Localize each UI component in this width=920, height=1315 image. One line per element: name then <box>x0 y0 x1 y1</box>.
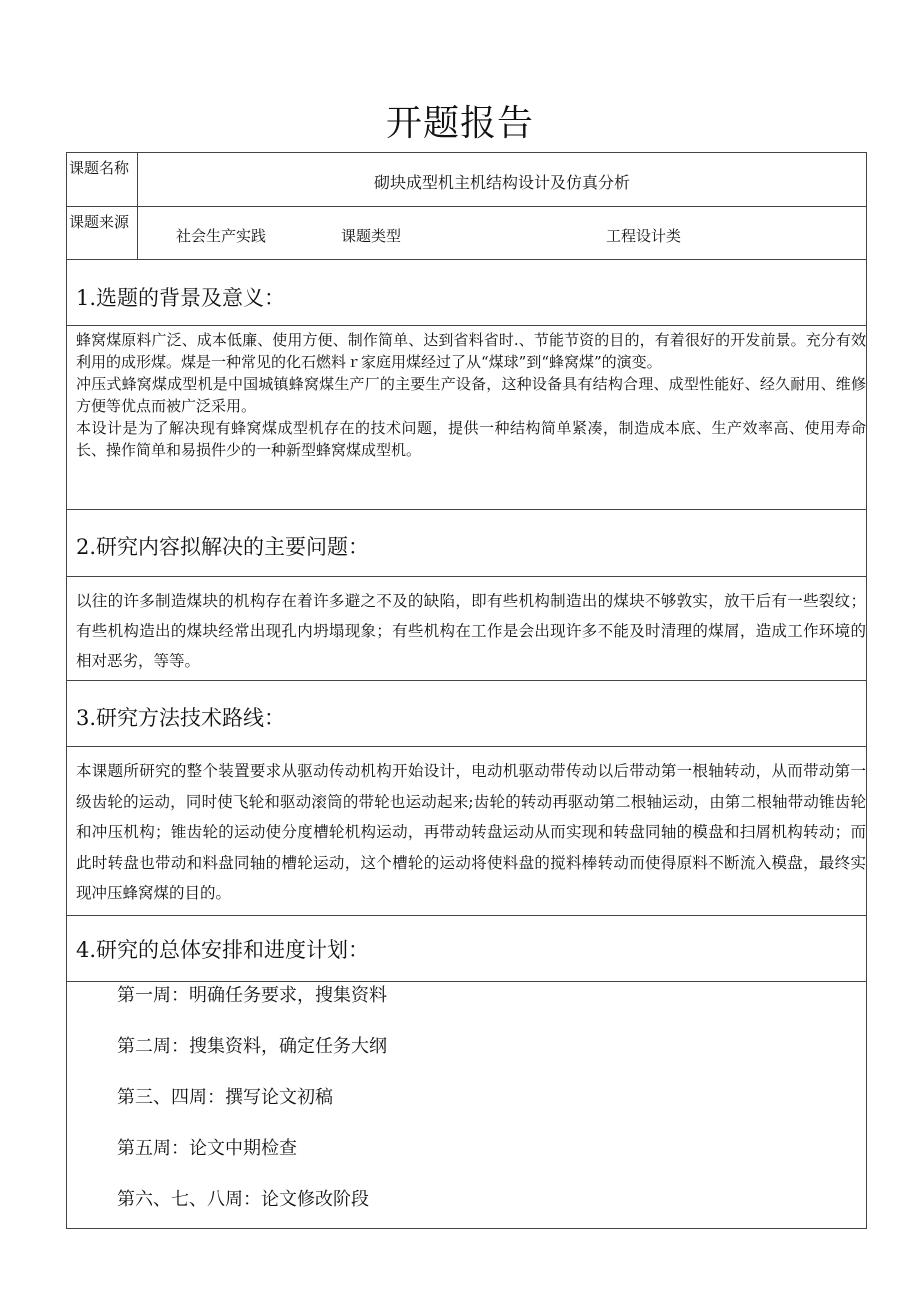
source-label: 课题来源 <box>69 213 130 231</box>
schedule-list <box>117 970 387 1225</box>
topic-label: 课题名称 <box>69 159 130 177</box>
paragraph: 本课题所研究的整个装置要求从驱动传动机构开始设计，电动机驱动带传动以后带动第一根轴转动，从而带动第一级齿轮的运动，同时使飞轮和驱动滚筒的带轮也运动起来;齿轮的转动再驱动第二根轴运动，由第二根轴带动锥齿轮和冲压机构；锥齿轮的运动使分度槽轮机构运动，再带动转盘运动从而实现和转盘同轴的模盘和扫屑机构转动；而此时转盘也带动和料盘同轴的槽轮运动，这个槽轮的运动将使料盘的搅料棒转动而使得原料不断流入模盘，最终实现冲压蜂窝煤的目的。 <box>76 762 866 902</box>
row-divider <box>66 576 867 577</box>
row-divider <box>66 746 867 747</box>
row-divider <box>66 509 867 510</box>
topic-type-value: 工程设计类 <box>606 227 682 245</box>
list-item: 第二周：搜集资料，确定任务大纲 <box>117 1036 387 1057</box>
paragraph: 蜂窝煤原料广泛、成本低廉、使用方便、制作简单、达到省料省时.、节能节资的目的，有着很好的开发前景。充分有效利用的成形煤。煤是一种常见的化石燃料ｒ家庭用煤经过了从“煤球”到“蜂窝煤”的演变。 <box>76 331 866 371</box>
section-heading: 3.研究方法技术路线： <box>76 706 286 730</box>
page-title: 开题报告 <box>385 103 534 144</box>
label-column-divider <box>137 152 138 259</box>
topic-value: 砌块成型机主机结构设计及仿真分析 <box>373 173 630 192</box>
source-value: 社会生产实践 <box>176 227 267 245</box>
list-item: 第五周：论文中期检查 <box>117 1138 297 1159</box>
list-item: 第一周：明确任务要求，搜集资料 <box>117 985 387 1006</box>
row-divider <box>66 325 867 326</box>
section-heading: 1.选题的背景及意义： <box>76 286 286 310</box>
row-divider <box>66 680 867 681</box>
section-body <box>76 756 866 909</box>
section-heading: 4.研究的总体安排和进度计划： <box>76 938 370 962</box>
paragraph: 冲压式蜂窝煤成型机是中国城镇蜂窝煤生产厂的主要生产设备，这种设备具有结构合理、成型性能好、经久耐用、维修方便等优点而被广泛采用。 <box>76 375 866 415</box>
report-table <box>66 152 867 1229</box>
row-divider <box>66 206 867 207</box>
list-item: 第六、七、八周：论文修改阶段 <box>117 1189 369 1210</box>
topic-type-label: 课题类型 <box>341 227 402 245</box>
row-divider <box>66 915 867 916</box>
row-divider <box>66 259 867 260</box>
paragraph: 本设计是为了解决现有蜂窝煤成型机存在的技术问题，提供一种结构简单紧凑，制造成本底、生产效率高、使用寿命长、操作简单和易损件少的一种新型蜂窝煤成型机。 <box>76 419 866 459</box>
list-item: 第三、四周：撰写论文初稿 <box>117 1087 333 1108</box>
table-border-left <box>66 152 67 1229</box>
table-border-top <box>66 152 867 153</box>
section-body <box>76 586 866 676</box>
section-body <box>76 329 866 461</box>
table-border-right <box>866 152 867 1229</box>
section-heading: 2.研究内容拟解决的主要问题： <box>76 535 370 559</box>
paragraph: 以往的许多制造煤块的机构存在着许多避之不及的缺陷，即有些机构制造出的煤块不够敦实，放干后有一些裂纹；有些机构造出的煤块经常出现孔内坍塌现象；有些机构在工作是会出现许多不能及时清理的煤屑，造成工作环境的相对恶劣，等等。 <box>76 592 866 670</box>
table-border-bottom <box>66 1228 867 1229</box>
